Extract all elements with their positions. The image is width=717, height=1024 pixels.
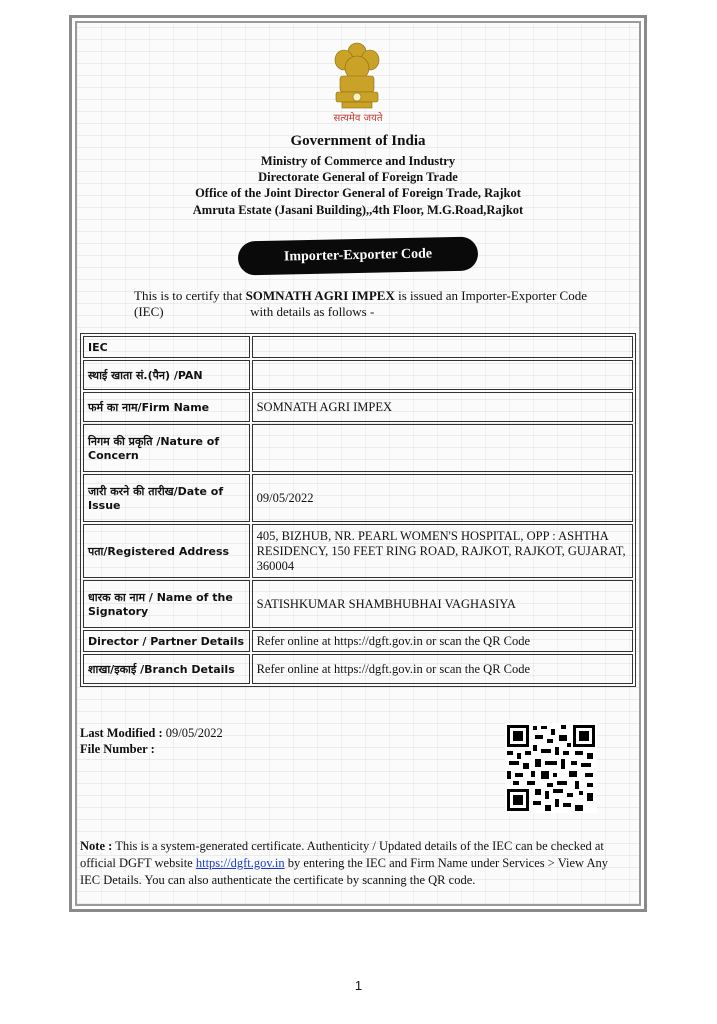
header-government: Government of India [290, 133, 426, 149]
table-row [83, 630, 633, 652]
table-row [83, 424, 633, 472]
certify-firm-name: SOMNATH AGRI IMPEX [245, 288, 395, 303]
row-value [252, 424, 633, 472]
row-label: शाखा/इकाई /Branch Details [83, 654, 250, 684]
note-block [80, 838, 625, 889]
header-ministry: Ministry of Commerce and Industry [260, 154, 456, 168]
row-value: SATISHKUMAR SHAMBHUBHAI VAGHASIYA [252, 580, 633, 628]
iec-details-table [80, 333, 636, 687]
row-value [252, 360, 633, 390]
row-value: 09/05/2022 [252, 474, 633, 522]
certify-suffix: is issued an Importer-Exporter Code [398, 288, 587, 303]
row-label: Director / Partner Details [83, 630, 250, 652]
document-title [238, 236, 479, 275]
row-label: जारी करने की तारीख/Date of Issue [83, 474, 250, 522]
row-value: SOMNATH AGRI IMPEX [252, 392, 633, 422]
header-office: Office of the Joint Director General of Foreign Trade, Rajkot [195, 186, 521, 200]
row-value: Refer online at https://dgft.gov.in or scan the QR Code [252, 630, 633, 652]
last-modified-label: Last Modified : [80, 726, 163, 740]
row-label: फर्म का नाम/Firm Name [83, 392, 250, 422]
row-label: निगम की प्रकृति /Nature of Concern [83, 424, 250, 472]
document-title-text: Importer-Exporter Code [283, 246, 433, 265]
table-row [83, 654, 633, 684]
row-value: 405, BIZHUB, NR. PEARL WOMEN'S HOSPITAL, OPP : ASHTHA RESIDENCY, 150 FEET RING ROAD, RAJKOT, RAJKOT, GUJARAT, 360004 [252, 524, 633, 578]
last-modified-block [80, 725, 223, 757]
table-row [83, 580, 633, 628]
row-label: धारक का नाम / Name of the Signatory [83, 580, 250, 628]
note-text-1: This is a system-generated certificate. Authenticity / Updated details of the IEC can be checked at official DGFT website [80, 839, 604, 870]
note-label: Note : [80, 839, 113, 853]
note-text-2: by entering the IEC and Firm Name under Services > View Any IEC Details. You can also authenticate the certificate by scanning the QR code. [80, 856, 608, 887]
table-row [83, 524, 633, 578]
last-modified-value: 09/05/2022 [165, 726, 223, 740]
file-number-label: File Number : [80, 742, 155, 756]
header-directorate: Directorate General of Foreign Trade [258, 170, 458, 184]
certification-statement [134, 288, 594, 320]
dgft-link[interactable]: https://dgft.gov.in [195, 856, 285, 870]
row-value [252, 336, 633, 358]
emblem-motto: सत्यमेव जयते [333, 113, 383, 124]
row-label: स्थाई खाता सं.(पैन) /PAN [83, 360, 250, 390]
row-label: पता/Registered Address [83, 524, 250, 578]
page-number: 1 [354, 978, 363, 993]
table-row [83, 360, 633, 390]
qr-code-icon[interactable] [505, 723, 597, 813]
table-row [83, 392, 633, 422]
row-value: Refer online at https://dgft.gov.in or scan the QR Code [252, 654, 633, 684]
table-row [83, 474, 633, 522]
certify-prefix: This is to certify that [134, 288, 243, 303]
row-label: IEC [83, 336, 250, 358]
header-address: Amruta Estate (Jasani Building),,4th Floor, M.G.Road,Rajkot [192, 203, 524, 217]
table-row [83, 336, 633, 358]
certify-details: with details as follows - [250, 304, 375, 319]
certify-iec: (IEC) [134, 304, 164, 319]
